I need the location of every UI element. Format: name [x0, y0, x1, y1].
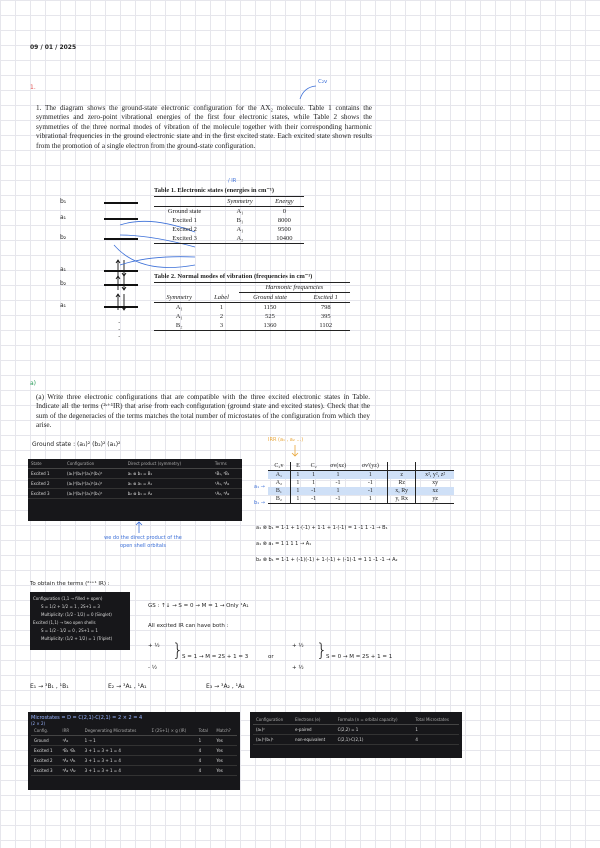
- table-row: Excited 3 ³A₂ ¹A₂ 3 + 1 = 3 + 1 = 4 4 Yes: [31, 766, 237, 776]
- table2-group-header: Harmonic frequencies: [239, 283, 350, 293]
- configuration-table: [28, 459, 242, 499]
- product-line: a₁ ⊗ a₁ = 1 1 1 1 → A₁: [256, 541, 312, 547]
- table2-header: Label: [214, 293, 229, 301]
- table-row: B₂ 3 1360 1102: [175, 322, 333, 329]
- table-row: Excited 2 (a₁)²(b₂)²(a₁)¹(a₁)¹ a₁ ⊗ a₁ = A₁ ¹A₁, ³A₁: [28, 479, 242, 489]
- list-item: S = 1/2 - 1/2 = 0 , 2S+1 = 1: [41, 628, 98, 633]
- table-row: Excited 1 ³B₁ ¹B₁ 3 + 1 = 3 + 1 = 4 4 Yes: [31, 746, 237, 756]
- table-row: Excited 1 (a₁)²(b₂)²(a₁)¹(b₁)¹ a₁ ⊗ b₁ = B₁ ¹B₁, ³B₁: [28, 469, 242, 479]
- table1-title: Table 1. Electronic states (energies in cm⁻¹): [154, 187, 275, 194]
- table-row: A₁ 1 1150 798: [175, 304, 331, 311]
- singlet-result: S = 0 → M = 2S + 1 = 1: [326, 654, 393, 660]
- table-row: B₂ 1 -1 -1 1 y, Rx yz: [268, 495, 454, 504]
- or-text: or: [268, 654, 274, 660]
- up-arrow-icon: [134, 520, 144, 534]
- question-marker: 1.: [30, 84, 36, 91]
- question-1-text: 1. The diagram shows the ground-state electronic configuration for the AX₂ molecule. Table 1 contains the symmetries and zero-point vibrational energies of the first four electronic states, while Table 2 shows the symmetries of the three normal modes of vibration of the molecule together with their corresponding harmonic vibrational frequencies in the ground electronic state and in the first excited state. Each excited state shown results from the promotion of a single electron from the ground-state configuration.: [36, 104, 372, 150]
- direct-product-note: we do the direct product of the open shell orbitals: [104, 535, 182, 549]
- microstates-title: Microstates = D = C(2,1)·C(2,1) = 2 × 2 = 4: [31, 715, 143, 721]
- ground-state-term-line: GS : ↑↓ → S = 0 → M = 1 → Only ¹A₁: [148, 603, 249, 609]
- list-item: S = 1/2 + 1/2 = 1 , 2S+1 = 3: [41, 604, 100, 609]
- spin-rules-panel: [30, 592, 130, 650]
- config-header: Terms: [212, 459, 242, 469]
- microstates-subtitle: (2 × 2): [31, 721, 46, 726]
- microstates-panel: [28, 712, 240, 790]
- ground-state-config: Ground state : (a₁)² (b₂)² (a₁)²: [32, 441, 121, 448]
- capacity-table: Configuration Electrons (e) Formula (n = orbital capacity) Total Microstates (a₁)² e-paired C(2,2) = 1 1 (a₁)¹(b₁)¹ non-equivalent C(2,1)·C(2,1) 4: [253, 715, 459, 745]
- list-item: Multiplicity: (1/2 - 1/2) = 0 (Singlet): [41, 612, 112, 617]
- table-row: (a₁)² e-paired C(2,2) = 1 1: [253, 725, 459, 735]
- table-row: (a₁)¹(b₁)¹ non-equivalent C(2,1)·C(2,1) 4: [253, 735, 459, 745]
- table-row: A₁ 1 1 1 1 z x², y², z²: [268, 471, 454, 480]
- product-line: b₂ ⊗ b₁ = 1·1 + (-1)(-1) + 1·(-1) + (-1)·1 = 1 1 -1 -1 → A₂: [256, 557, 398, 563]
- character-table: C₂v E C₂ σv(xz) σv'(yz) A₁ 1 1 1 1 z x², y², z² A₂ 1 1 -1 -1 Rz xy B₁ 1 -1 1 -1 x, Ry xz B₂ 1 -1 -1 1 y, Rx yz: [268, 462, 454, 504]
- config-header: State: [28, 459, 64, 469]
- orbital-label: a₁: [60, 302, 67, 309]
- part-a-marker: a): [30, 380, 37, 387]
- orbital-label: a₁: [60, 214, 67, 221]
- spin-up-left: + ½: [148, 643, 160, 649]
- table-row: Excited 3 (a₁)²(b₂)¹(a₁)²(b₁)¹ b₂ ⊗ b₁ = A₂ ¹A₂, ³A₂: [28, 489, 242, 499]
- table-row: A₁ 2 525 395: [175, 313, 331, 320]
- table1-header: Energy: [275, 198, 294, 205]
- irrep-annotation: IRR (a₁ , a₂ ...): [268, 437, 304, 443]
- ir-annotation: / IR: [228, 178, 237, 184]
- ellipsis-dots: · · ·: [118, 319, 121, 341]
- all-excited-note: All excited IR can have both :: [148, 623, 229, 629]
- down-arrow-icon: [290, 444, 300, 458]
- spin-up-right: + ½: [292, 643, 304, 649]
- question-a-text: (a) Write three electronic configurations that are compatible with the three excited electronic states in Table. Indicate all the terms (²ˢ⁺¹IR) that arise from each configuration (ground state and excited states). Check that the sum of the degeneracies of the terms matches the total number of microstates of the configuration from which they arise.: [36, 393, 370, 430]
- b1-side-label: b₁ →: [254, 500, 265, 506]
- list-item: Multiplicity: (1/2 + 1/2) = 1 (Triplet): [41, 636, 113, 641]
- table-row: Excited 2 ³A₁ ¹A₁ 3 + 1 = 3 + 1 = 4 4 Yes: [31, 756, 237, 766]
- spin-up-right-2: + ½: [292, 665, 304, 671]
- table1: [154, 196, 304, 244]
- orbital-label: b₁: [60, 198, 67, 205]
- table2-header: Symmetry: [166, 293, 193, 301]
- e2-terms: E₂ → ³A₁ , ¹A₁: [108, 683, 147, 690]
- table-row: Excited 1 B₁ 8000: [172, 217, 291, 224]
- capacity-panel: [250, 712, 462, 758]
- triplet-result: S = 1 → M = 2S + 1 = 3: [182, 654, 249, 660]
- table-row: Ground ¹A₁ 1 → 1 1 Yes: [31, 736, 237, 746]
- table-row: B₁ 1 -1 1 -1 x, Ry xz: [268, 487, 454, 495]
- c2v-annotation: C₂v: [318, 79, 328, 85]
- config-header: Direct product (symmetry): [125, 459, 212, 469]
- table2-title: Table 2. Normal modes of vibration (frequencies in cm⁻¹): [154, 273, 313, 280]
- spin-box-title: Configuration (1,1 → filled + open): [33, 596, 103, 601]
- c2v-arrow-icon: [296, 83, 320, 103]
- table-row: A₂ 1 1 -1 -1 Rz xy: [268, 479, 454, 487]
- configuration-table-panel: [28, 459, 242, 521]
- table2-header: Ground state: [253, 294, 287, 301]
- e1-terms: E₁ → ³B₁ , ¹B₁: [30, 683, 69, 690]
- microstates-table: Config. IRR Degenerating Microstates Σ (2S+1) × g (IR) Total Match? Ground ¹A₁ 1 → 1 1 Yes Excited 1 ³B₁ ¹B₁ 3 + 1 = 3 + 1 = 4 4 Yes Excited 2 ³A₁ ¹A₁ 3 + 1 = 3 + 1 = 4 4 Yes Excited 3 ³A₂ ¹A₂ 3 + 1 = 3 + 1 = 4 4 Yes: [31, 726, 237, 776]
- e3-terms: E₃ → ³A₂ , ¹A₂: [206, 683, 245, 690]
- orbital-label: b₂: [60, 280, 67, 287]
- table1-header: Symmetry: [227, 198, 253, 205]
- table-row: Ground state A₁ 0: [167, 208, 287, 215]
- a1-side-label: a₁ →: [254, 484, 265, 490]
- orbital-label: b₂: [60, 234, 67, 241]
- brace-right: }: [316, 640, 328, 661]
- product-line: a₁ ⊗ b₁ = 1·1 + 1·(-1) + 1·1 + 1·(-1) = 1 -1 1 -1 → B₁: [256, 525, 388, 531]
- table-row: Excited 2 A₁ 9500: [172, 226, 291, 233]
- table2: [154, 282, 350, 331]
- obtain-terms-heading: To obtain the terms (²ˢ⁺¹ IR) :: [30, 581, 110, 587]
- table1-header: [154, 197, 215, 207]
- list-item: Excited (1,1) → two open shells: [33, 620, 96, 625]
- orbital-label: a₁: [60, 266, 67, 273]
- spin-down-left: - ½: [148, 665, 158, 671]
- brace-left: }: [172, 640, 184, 661]
- config-header: Configuration: [64, 459, 125, 469]
- table2-header: Excited 1: [313, 294, 338, 301]
- date-heading: 09 / 01 / 2025: [30, 44, 77, 51]
- table-row: Excited 3 A₂ 10400: [172, 235, 293, 242]
